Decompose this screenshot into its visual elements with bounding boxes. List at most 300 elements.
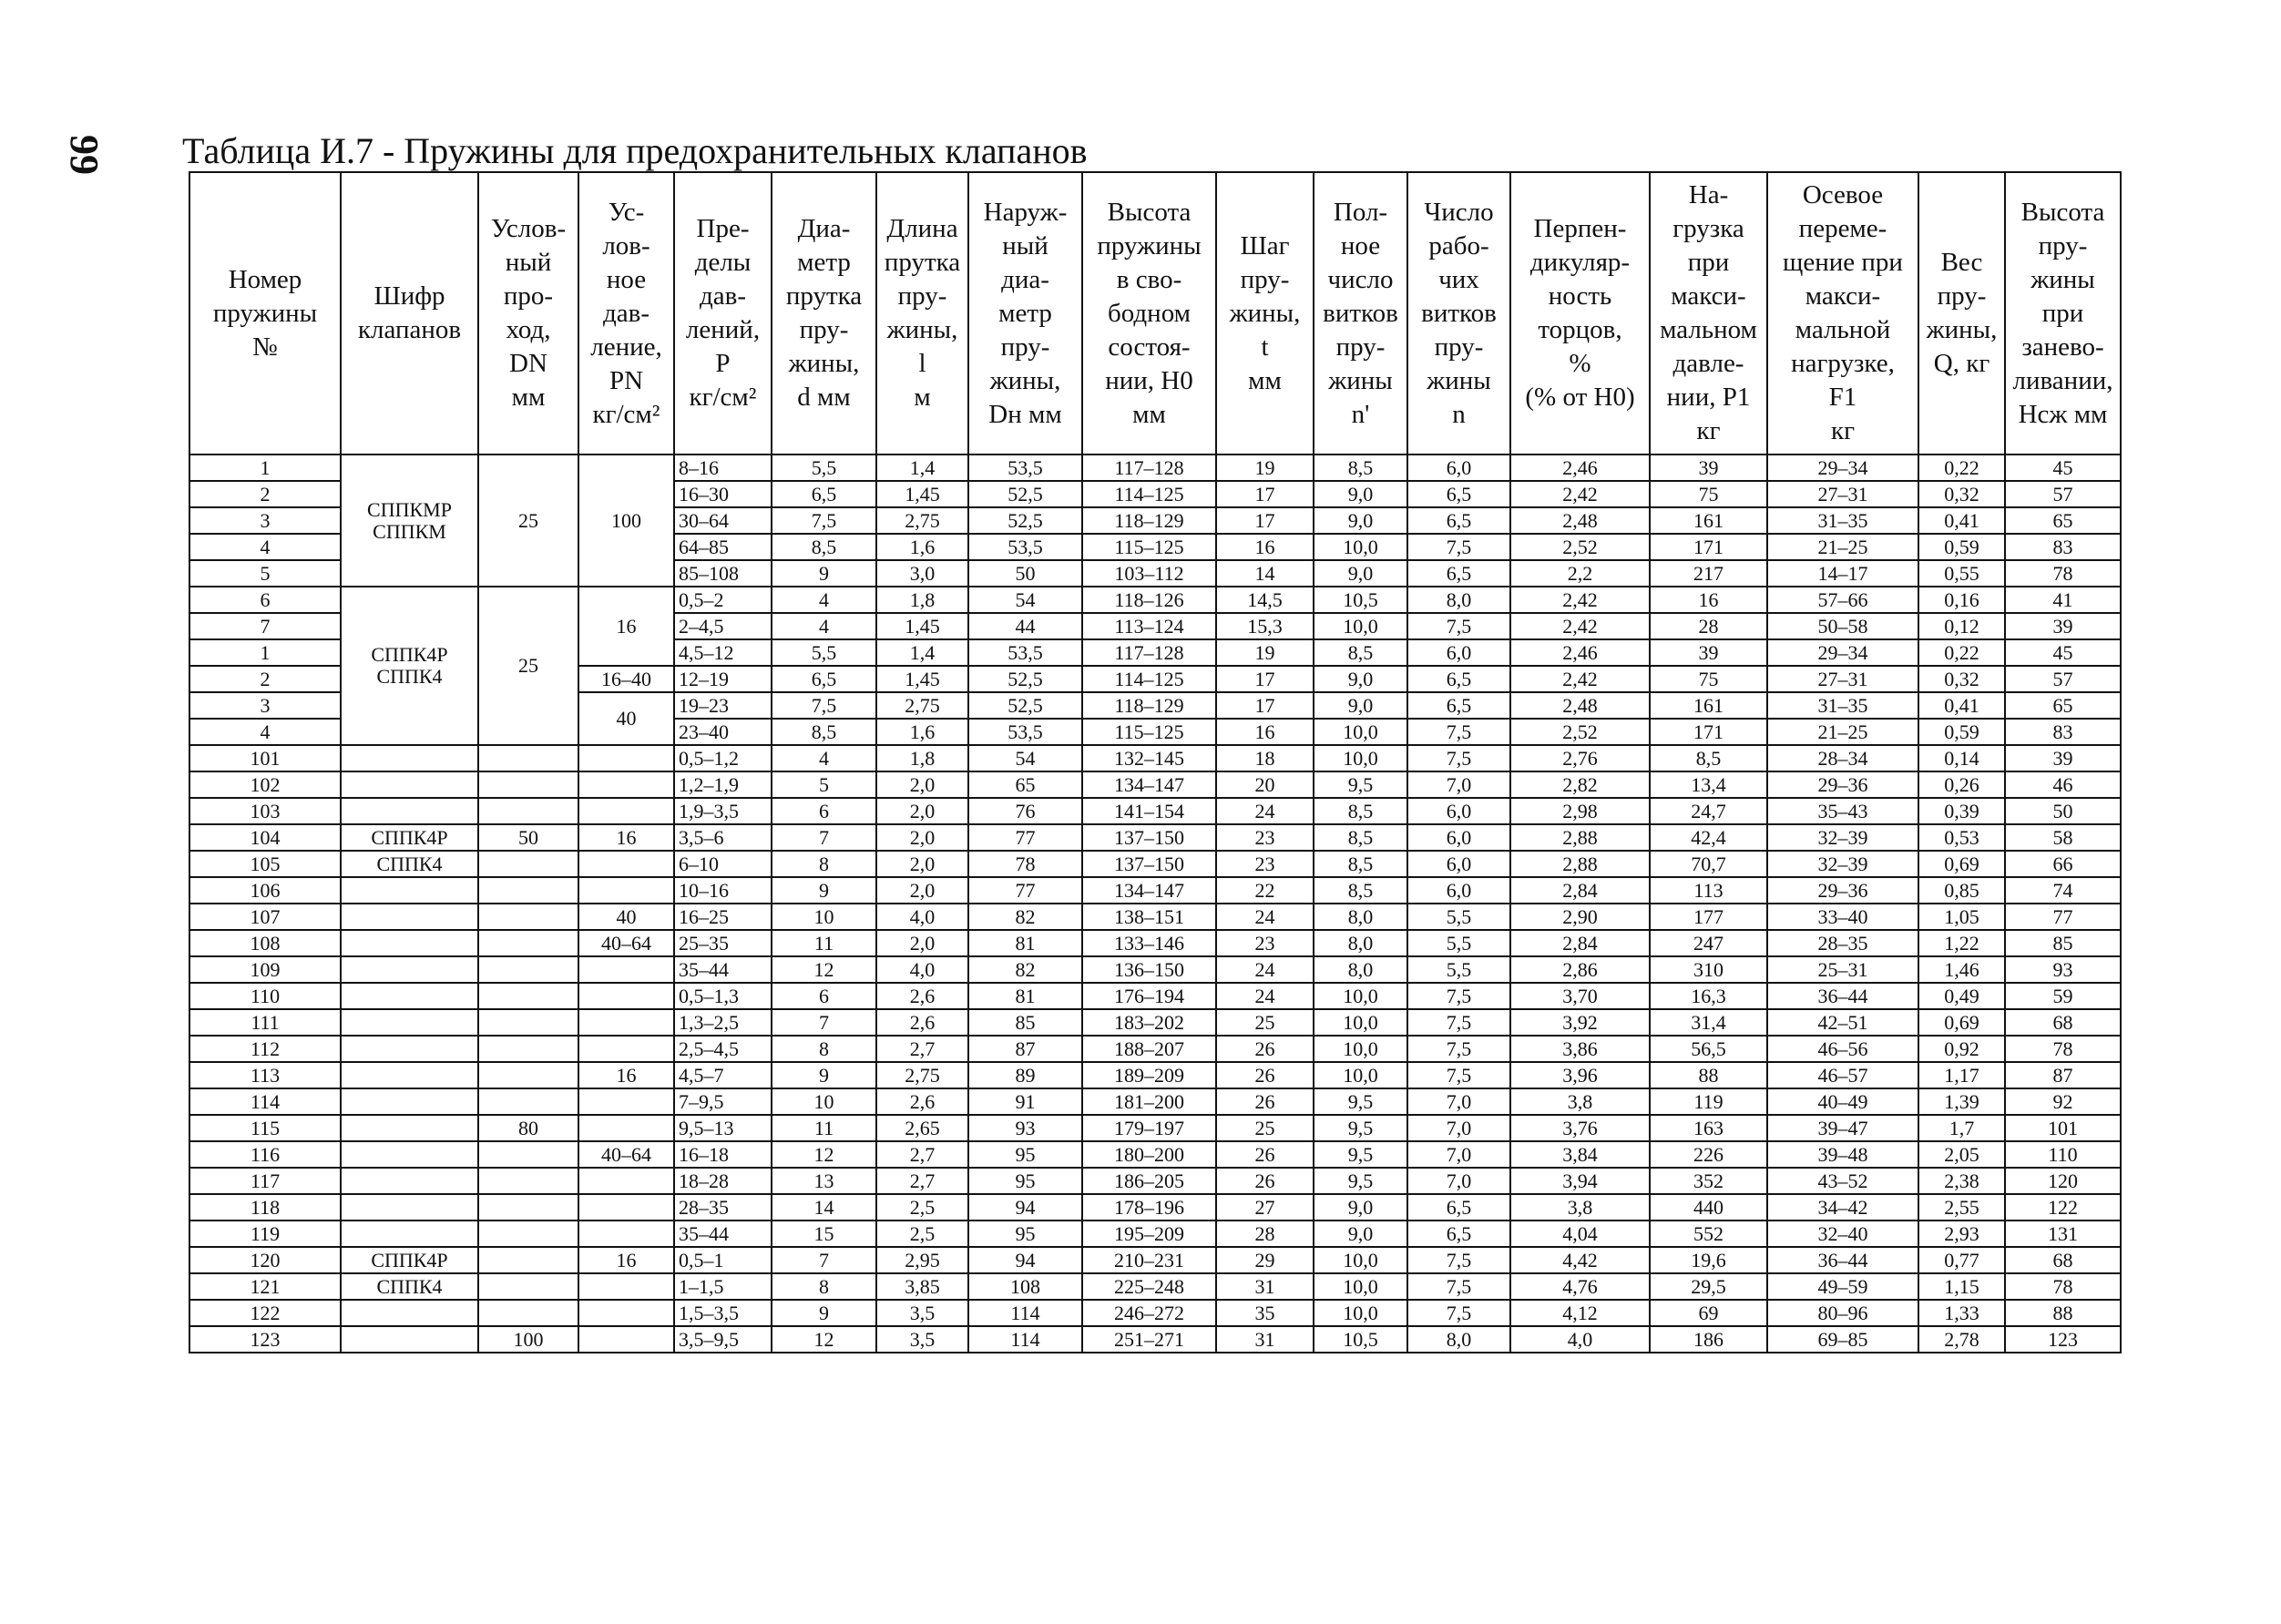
table-cell: 33–40: [1767, 904, 1918, 930]
table-cell: 112: [189, 1036, 341, 1062]
table-cell: 195–209: [1082, 1221, 1216, 1247]
table-cell: 3,84: [1510, 1141, 1650, 1168]
table-cell: 29–36: [1767, 771, 1918, 798]
table-cell: 25–35: [674, 930, 772, 956]
table-cell: 7,0: [1407, 1141, 1510, 1168]
header-line: кг/см²: [689, 383, 757, 412]
table-cell: 176–194: [1082, 983, 1216, 1009]
table-cell: [341, 1168, 478, 1194]
table-cell: 7,5: [1407, 1273, 1510, 1300]
table-cell: 5: [189, 560, 341, 587]
table-cell: 4: [772, 745, 876, 771]
table-cell: [341, 1300, 478, 1326]
table-cell: 2,0: [876, 851, 968, 877]
header-line: жины: [2030, 264, 2095, 294]
table-cell: 53,5: [968, 534, 1082, 560]
table-cell: 85: [2005, 930, 2121, 956]
table-cell: 7,0: [1407, 1115, 1510, 1141]
table-cell: 42,4: [1650, 824, 1767, 851]
table-cell: 1,6: [876, 534, 968, 560]
table-row: [189, 851, 2121, 877]
table-cell: 31,4: [1650, 1009, 1767, 1036]
table-cell: 77: [2005, 904, 2121, 930]
table-cell: 0,41: [1918, 692, 2005, 719]
table-cell: 114: [968, 1326, 1082, 1353]
table-cell: 28–34: [1767, 745, 1918, 771]
table-cell: 69: [1650, 1300, 1767, 1326]
table-cell: 25: [1216, 1115, 1314, 1141]
table-cell: 134–147: [1082, 771, 1216, 798]
table-cell: 31–35: [1767, 692, 1918, 719]
table-cell: СППК4Р СППК4: [341, 587, 478, 745]
table-cell: [341, 1009, 478, 1036]
header-line: щение при: [1783, 248, 1903, 277]
table-cell: [341, 1194, 478, 1221]
table-cell: 181–200: [1082, 1088, 1216, 1115]
header-line: кг/см²: [592, 399, 660, 429]
table-cell: 9,0: [1314, 1194, 1407, 1221]
header-line: давле-: [1672, 349, 1744, 378]
table-cell: 1,5–3,5: [674, 1300, 772, 1326]
table-cell: 10,0: [1314, 1036, 1407, 1062]
table-cell: 3,5–9,5: [674, 1326, 772, 1353]
table-cell: 14,5: [1216, 587, 1314, 613]
table-cell: 177: [1650, 904, 1767, 930]
table-cell: 77: [968, 824, 1082, 851]
header-line: при: [2041, 298, 2084, 328]
table-row: [189, 1036, 2121, 1062]
header-line: рабо-: [1428, 230, 1489, 260]
table-cell: 9,0: [1314, 692, 1407, 719]
table-cell: 0,22: [1918, 455, 2005, 481]
header-line: нии, P1: [1666, 383, 1751, 412]
table-cell: [578, 956, 674, 983]
table-cell: 24: [1216, 904, 1314, 930]
table-cell: 16: [578, 824, 674, 851]
table-cell: 1,8: [876, 745, 968, 771]
table-cell: 80: [478, 1115, 578, 1141]
table-cell: 2,5–4,5: [674, 1036, 772, 1062]
table-cell: 131: [2005, 1221, 2121, 1247]
table-cell: 54: [968, 745, 1082, 771]
table-cell: 14: [1216, 560, 1314, 587]
table-cell: 26: [1216, 1088, 1314, 1115]
header-line: пру-: [1937, 281, 1987, 311]
table-row: [189, 824, 2121, 851]
table-row: [189, 745, 2121, 771]
table-cell: 0,59: [1918, 534, 2005, 560]
table-cell: 78: [2005, 1273, 2121, 1300]
header-cell-4: [674, 172, 772, 455]
table-cell: 1,6: [876, 719, 968, 745]
table-cell: 9: [772, 877, 876, 904]
table-cell: 44: [968, 613, 1082, 639]
table-cell: 226: [1650, 1141, 1767, 1168]
header-line: Длина: [886, 214, 958, 243]
table-cell: 2,42: [1510, 666, 1650, 692]
table-cell: 70,7: [1650, 851, 1767, 877]
table-cell: 94: [968, 1247, 1082, 1273]
table-cell: 352: [1650, 1168, 1767, 1194]
table-cell: 108: [968, 1273, 1082, 1300]
header-line: ное: [1340, 230, 1381, 260]
table-cell: 0,77: [1918, 1247, 2005, 1273]
table-cell: 1,4: [876, 455, 968, 481]
table-cell: 3: [189, 507, 341, 534]
table-cell: 102: [189, 771, 341, 798]
table-cell: 100: [478, 1326, 578, 1353]
table-cell: 78: [968, 851, 1082, 877]
table-cell: 7: [772, 1009, 876, 1036]
table-cell: 9,5: [1314, 1115, 1407, 1141]
table-cell: 68: [2005, 1247, 2121, 1273]
table-cell: 9,0: [1314, 1221, 1407, 1247]
table-cell: 8,5: [1314, 824, 1407, 851]
table-cell: 7–9,5: [674, 1088, 772, 1115]
header-line: жины,: [989, 365, 1061, 395]
table-cell: [341, 745, 478, 771]
table-cell: 6,5: [772, 666, 876, 692]
table-cell: 8,0: [1314, 956, 1407, 983]
table-cell: 0,69: [1918, 851, 2005, 877]
table-cell: 43–52: [1767, 1168, 1918, 1194]
table-cell: 1,39: [1918, 1088, 2005, 1115]
table-cell: 21–25: [1767, 534, 1918, 560]
table-cell: 2,65: [876, 1115, 968, 1141]
table-cell: 27–31: [1767, 666, 1918, 692]
table-cell: 7,5: [1407, 534, 1510, 560]
table-cell: [578, 798, 674, 824]
header-line: Перпен-: [1533, 214, 1627, 243]
table-cell: 89: [968, 1062, 1082, 1088]
table-cell: 4: [772, 613, 876, 639]
table-cell: 3,76: [1510, 1115, 1650, 1141]
table-cell: 3,85: [876, 1273, 968, 1300]
table-cell: 13,4: [1650, 771, 1767, 798]
table-cell: 9,5–13: [674, 1115, 772, 1141]
table-cell: 49–59: [1767, 1273, 1918, 1300]
table-cell: 188–207: [1082, 1036, 1216, 1062]
table-cell: 40: [578, 692, 674, 745]
table-cell: 53,5: [968, 719, 1082, 745]
header-line: ход,: [506, 315, 551, 344]
table-cell: 27–31: [1767, 481, 1918, 507]
table-row: [189, 956, 2121, 983]
table-cell: 7,5: [1407, 745, 1510, 771]
header-line: витков: [1323, 298, 1398, 328]
table-cell: 1,45: [876, 613, 968, 639]
table-cell: 58: [2005, 824, 2121, 851]
table-cell: 2,93: [1918, 1221, 2005, 1247]
header-line: состоя-: [1108, 332, 1191, 362]
table-cell: 74: [2005, 877, 2121, 904]
header-line: грузка: [1672, 214, 1744, 243]
table-cell: 95: [968, 1221, 1082, 1247]
table-cell: 31–35: [1767, 507, 1918, 534]
header-line: метр: [998, 298, 1052, 328]
table-cell: [578, 1273, 674, 1300]
table-cell: 83: [2005, 719, 2121, 745]
table-cell: 22: [1216, 877, 1314, 904]
table-row: [189, 1300, 2121, 1326]
table-cell: 4,0: [876, 956, 968, 983]
table-cell: 2: [189, 666, 341, 692]
table-cell: [478, 1300, 578, 1326]
table-cell: 3,0: [876, 560, 968, 587]
table-row: [189, 1062, 2121, 1088]
table-cell: 53,5: [968, 639, 1082, 666]
table-cell: 17: [1216, 666, 1314, 692]
table-cell: 3,86: [1510, 1036, 1650, 1062]
table-row: [189, 930, 2121, 956]
table-cell: 85: [968, 1009, 1082, 1036]
table-cell: 18: [1216, 745, 1314, 771]
table-cell: 27: [1216, 1194, 1314, 1221]
table-cell: 75: [1650, 666, 1767, 692]
table-cell: 0,69: [1918, 1009, 2005, 1036]
table-cell: 183–202: [1082, 1009, 1216, 1036]
table-cell: 186: [1650, 1326, 1767, 1353]
table-cell: СППК4: [341, 1273, 478, 1300]
table-cell: [341, 930, 478, 956]
table-cell: 16: [578, 1062, 674, 1088]
table-cell: 9: [772, 1300, 876, 1326]
header-line: ность: [1548, 281, 1612, 311]
table-cell: 119: [189, 1221, 341, 1247]
table-cell: 54: [968, 587, 1082, 613]
header-row: [189, 172, 2121, 455]
table-cell: 10,0: [1314, 1062, 1407, 1088]
table-body: [189, 455, 2121, 1353]
table-cell: 17: [1216, 507, 1314, 534]
table-row: [189, 798, 2121, 824]
table-cell: 46–57: [1767, 1062, 1918, 1088]
table-cell: 87: [968, 1036, 1082, 1062]
header-line: Q, кг: [1933, 349, 1990, 378]
table-cell: 65: [2005, 692, 2121, 719]
header-line: ное: [606, 264, 647, 294]
table-cell: 64–85: [674, 534, 772, 560]
table-cell: 9,5: [1314, 1088, 1407, 1115]
table-cell: 10,0: [1314, 745, 1407, 771]
header-line: при: [1687, 248, 1730, 277]
table-cell: 120: [2005, 1168, 2121, 1194]
table-cell: 29–34: [1767, 639, 1918, 666]
table-row: [189, 1247, 2121, 1273]
table-row: [189, 455, 2121, 481]
header-line: жины,: [886, 315, 958, 344]
table-cell: 0,22: [1918, 639, 2005, 666]
table-cell: 2,75: [876, 1062, 968, 1088]
table-cell: 2,7: [876, 1141, 968, 1168]
table-cell: 0,32: [1918, 666, 2005, 692]
table-cell: 123: [189, 1326, 341, 1353]
header-line: l: [918, 349, 926, 378]
header-line: мальной: [1795, 315, 1891, 344]
table-cell: 10,5: [1314, 587, 1407, 613]
table-cell: 11: [772, 1115, 876, 1141]
table-cell: 111: [189, 1009, 341, 1036]
table-cell: 1,3–2,5: [674, 1009, 772, 1036]
header-line: Пол-: [1333, 197, 1388, 227]
header-line: мм: [1248, 365, 1282, 395]
table-cell: [578, 1300, 674, 1326]
table-cell: 8,0: [1407, 587, 1510, 613]
table-cell: 25: [1216, 1009, 1314, 1036]
table-cell: 1,05: [1918, 904, 2005, 930]
table-cell: 2,0: [876, 930, 968, 956]
table-cell: 6,5: [1407, 507, 1510, 534]
table-cell: [341, 904, 478, 930]
table-cell: 45: [2005, 639, 2121, 666]
table-cell: 85–108: [674, 560, 772, 587]
header-line: макси-: [1805, 281, 1881, 311]
table-cell: 10,0: [1314, 983, 1407, 1009]
header-line: жины: [1427, 365, 1491, 395]
table-cell: 2,42: [1510, 481, 1650, 507]
table-cell: [478, 1088, 578, 1115]
table-cell: 118–129: [1082, 692, 1216, 719]
table-cell: 0,85: [1918, 877, 2005, 904]
table-cell: 16: [578, 1247, 674, 1273]
header-line: Hсж мм: [2018, 399, 2108, 429]
table-cell: 32–39: [1767, 824, 1918, 851]
table-cell: 1,8: [876, 587, 968, 613]
table-cell: [578, 1326, 674, 1353]
table-cell: 117: [189, 1168, 341, 1194]
table-cell: 28: [1216, 1221, 1314, 1247]
table-cell: 52,5: [968, 692, 1082, 719]
table-cell: 9: [772, 1062, 876, 1088]
table-cell: 15: [772, 1221, 876, 1247]
table-cell: 3,94: [1510, 1168, 1650, 1194]
table-cell: [478, 1141, 578, 1168]
table-cell: 7,5: [1407, 1036, 1510, 1062]
table-cell: 114: [189, 1088, 341, 1115]
header-line: Осевое: [1802, 180, 1884, 209]
table-cell: 1,17: [1918, 1062, 2005, 1088]
table-cell: 39: [2005, 613, 2121, 639]
table-cell: 10: [772, 1088, 876, 1115]
table-cell: 6,5: [1407, 560, 1510, 587]
table-cell: 10,5: [1314, 1326, 1407, 1353]
table-cell: 1,45: [876, 666, 968, 692]
table-cell: 46: [2005, 771, 2121, 798]
table-cell: 7,5: [1407, 1300, 1510, 1326]
table-cell: 440: [1650, 1194, 1767, 1221]
table-cell: 7,0: [1407, 1088, 1510, 1115]
table-cell: 8,5: [1314, 798, 1407, 824]
table-cell: 39: [1650, 639, 1767, 666]
table-cell: 0,5–1: [674, 1247, 772, 1273]
table-cell: 16: [1216, 534, 1314, 560]
header-line: в сво-: [1116, 264, 1182, 294]
table-cell: 6: [189, 587, 341, 613]
table-cell: 0,12: [1918, 613, 2005, 639]
table-cell: 137–150: [1082, 824, 1216, 851]
table-cell: 2,6: [876, 1009, 968, 1036]
header-line: диа-: [1001, 264, 1049, 294]
header-cell-16: [2005, 172, 2121, 455]
table-cell: [478, 1062, 578, 1088]
table-cell: 17: [1216, 481, 1314, 507]
header-line: нагрузке,: [1791, 349, 1895, 378]
table-cell: 7: [772, 824, 876, 851]
table-cell: [478, 1168, 578, 1194]
table-cell: 225–248: [1082, 1273, 1216, 1300]
table-cell: 119: [1650, 1088, 1767, 1115]
table-cell: 4: [772, 587, 876, 613]
table-cell: 50: [968, 560, 1082, 587]
header-cell-10: [1314, 172, 1407, 455]
header-cell-8: [1082, 172, 1216, 455]
header-line: бодном: [1108, 298, 1191, 328]
table-cell: 29: [1216, 1247, 1314, 1273]
header-line: Вес: [1940, 248, 1983, 277]
table-cell: 3,96: [1510, 1062, 1650, 1088]
table-cell: [478, 1009, 578, 1036]
table-cell: 17: [1216, 692, 1314, 719]
header-line: На-: [1688, 180, 1729, 209]
table-cell: 88: [2005, 1300, 2121, 1326]
table-cell: 24: [1216, 798, 1314, 824]
table-cell: 93: [2005, 956, 2121, 983]
table-cell: [341, 983, 478, 1009]
table-cell: 6,5: [1407, 666, 1510, 692]
table-cell: [341, 1036, 478, 1062]
table-cell: 12–19: [674, 666, 772, 692]
table-cell: 161: [1650, 507, 1767, 534]
header-line: переме-: [1798, 214, 1887, 243]
table-cell: 80–96: [1767, 1300, 1918, 1326]
table-cell: [478, 745, 578, 771]
table-cell: 12: [772, 1326, 876, 1353]
table-cell: 78: [2005, 1036, 2121, 1062]
table-cell: 26: [1216, 1168, 1314, 1194]
table-cell: 8,5: [772, 534, 876, 560]
header-line: Диа-: [797, 214, 851, 243]
table-cell: 0,5–1,3: [674, 983, 772, 1009]
header-cell-2: [478, 172, 578, 455]
table-cell: 8,5: [772, 719, 876, 745]
table-cell: 8,5: [1314, 455, 1407, 481]
header-line: %: [1569, 349, 1591, 378]
table-cell: [578, 1036, 674, 1062]
table-cell: 21–25: [1767, 719, 1918, 745]
table-cell: 100: [578, 455, 674, 587]
table-cell: 2,48: [1510, 507, 1650, 534]
table-cell: 4,0: [1510, 1326, 1650, 1353]
table-cell: [578, 1009, 674, 1036]
table-cell: 35–44: [674, 1221, 772, 1247]
table-cell: СППКМР СППКМ: [341, 455, 478, 587]
table-cell: 35: [1216, 1300, 1314, 1326]
table-cell: 189–209: [1082, 1062, 1216, 1088]
table-cell: [578, 1168, 674, 1194]
table-cell: 14–17: [1767, 560, 1918, 587]
table-cell: 88: [1650, 1062, 1767, 1088]
table-cell: 2,0: [876, 798, 968, 824]
table-cell: 7,5: [1407, 983, 1510, 1009]
table-cell: 101: [189, 745, 341, 771]
table-cell: 133–146: [1082, 930, 1216, 956]
table-cell: 138–151: [1082, 904, 1216, 930]
table-cell: 2: [189, 481, 341, 507]
table-cell: [478, 851, 578, 877]
table-cell: 40–64: [578, 930, 674, 956]
springs-table: [189, 171, 2122, 1353]
header-line: лений,: [685, 315, 761, 344]
